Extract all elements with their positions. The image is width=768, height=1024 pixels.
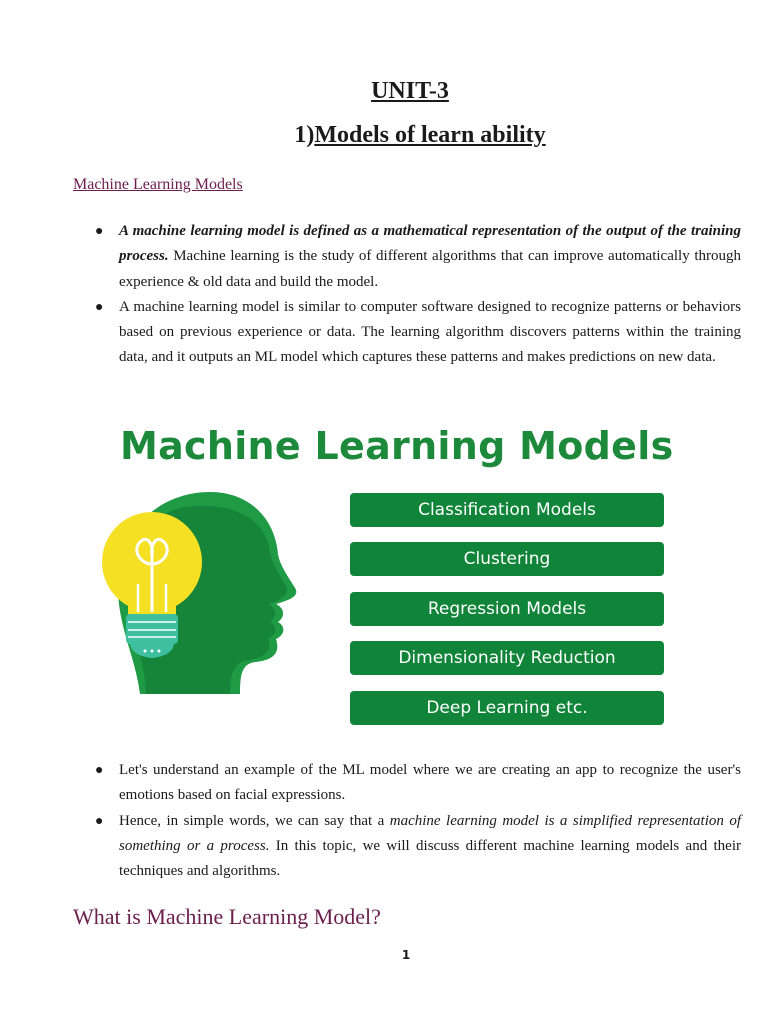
- list-item-text: Let's understand an example of the ML model where we are creating an app to recognize the user's emotions based on facial expressions.: [119, 762, 741, 804]
- list-item: [73, 219, 741, 295]
- box-dimensionality-reduction: Dimensionality Reduction: [350, 641, 664, 675]
- box-classification: Classification Models: [350, 493, 664, 527]
- list-item: [73, 758, 741, 809]
- summary-italic: machine learning model is a simplified representation of something or a process.: [119, 812, 741, 854]
- bullet-icon: ●: [95, 763, 104, 778]
- section-number: 1): [294, 122, 315, 148]
- definition-rest: Machine learning is the study of different algorithms that can improve automatically through experience & old data and build the model.: [119, 248, 741, 290]
- figure-title: Machine Learning Models: [120, 424, 674, 468]
- box-regression: Regression Models: [350, 592, 664, 626]
- unit-title: UNIT-3: [371, 78, 449, 104]
- list-item: [73, 295, 741, 371]
- list-item-text: A machine learning model is similar to computer software designed to recognize patterns or behaviors based on previous experience or data. The learning algorithm discovers patterns within the training data, and it outputs an ML model which captures these patterns and makes predictions on new data.: [119, 298, 741, 366]
- example-bullet-list: [73, 758, 741, 884]
- summary-before: Hence, in simple words, we can say that a: [119, 812, 390, 829]
- ml-models-figure: [90, 412, 690, 742]
- bullet-icon: ●: [95, 813, 104, 829]
- section-title-text: Models of learn ability: [314, 122, 546, 148]
- bullet-icon: ●: [95, 299, 104, 315]
- page-number: 1: [401, 948, 411, 962]
- box-clustering: Clustering: [350, 542, 664, 576]
- head-lightbulb-icon: [90, 484, 320, 704]
- definition-bold-italic: A machine learning model is defined as a mathematical representation of the output of the training process.: [119, 223, 741, 265]
- intro-bullet-list: [73, 219, 741, 371]
- subheading-link[interactable]: Machine Learning Models: [73, 176, 243, 193]
- section-title: [0, 122, 768, 149]
- box-deep-learning: Deep Learning etc.: [350, 691, 664, 725]
- list-item: [73, 809, 741, 885]
- summary-after: In this topic, we will discuss different machine learning models and their techniques and algorithms.: [119, 837, 741, 880]
- next-section-heading: What is Machine Learning Model?: [73, 904, 381, 929]
- bullet-icon: ●: [95, 224, 104, 239]
